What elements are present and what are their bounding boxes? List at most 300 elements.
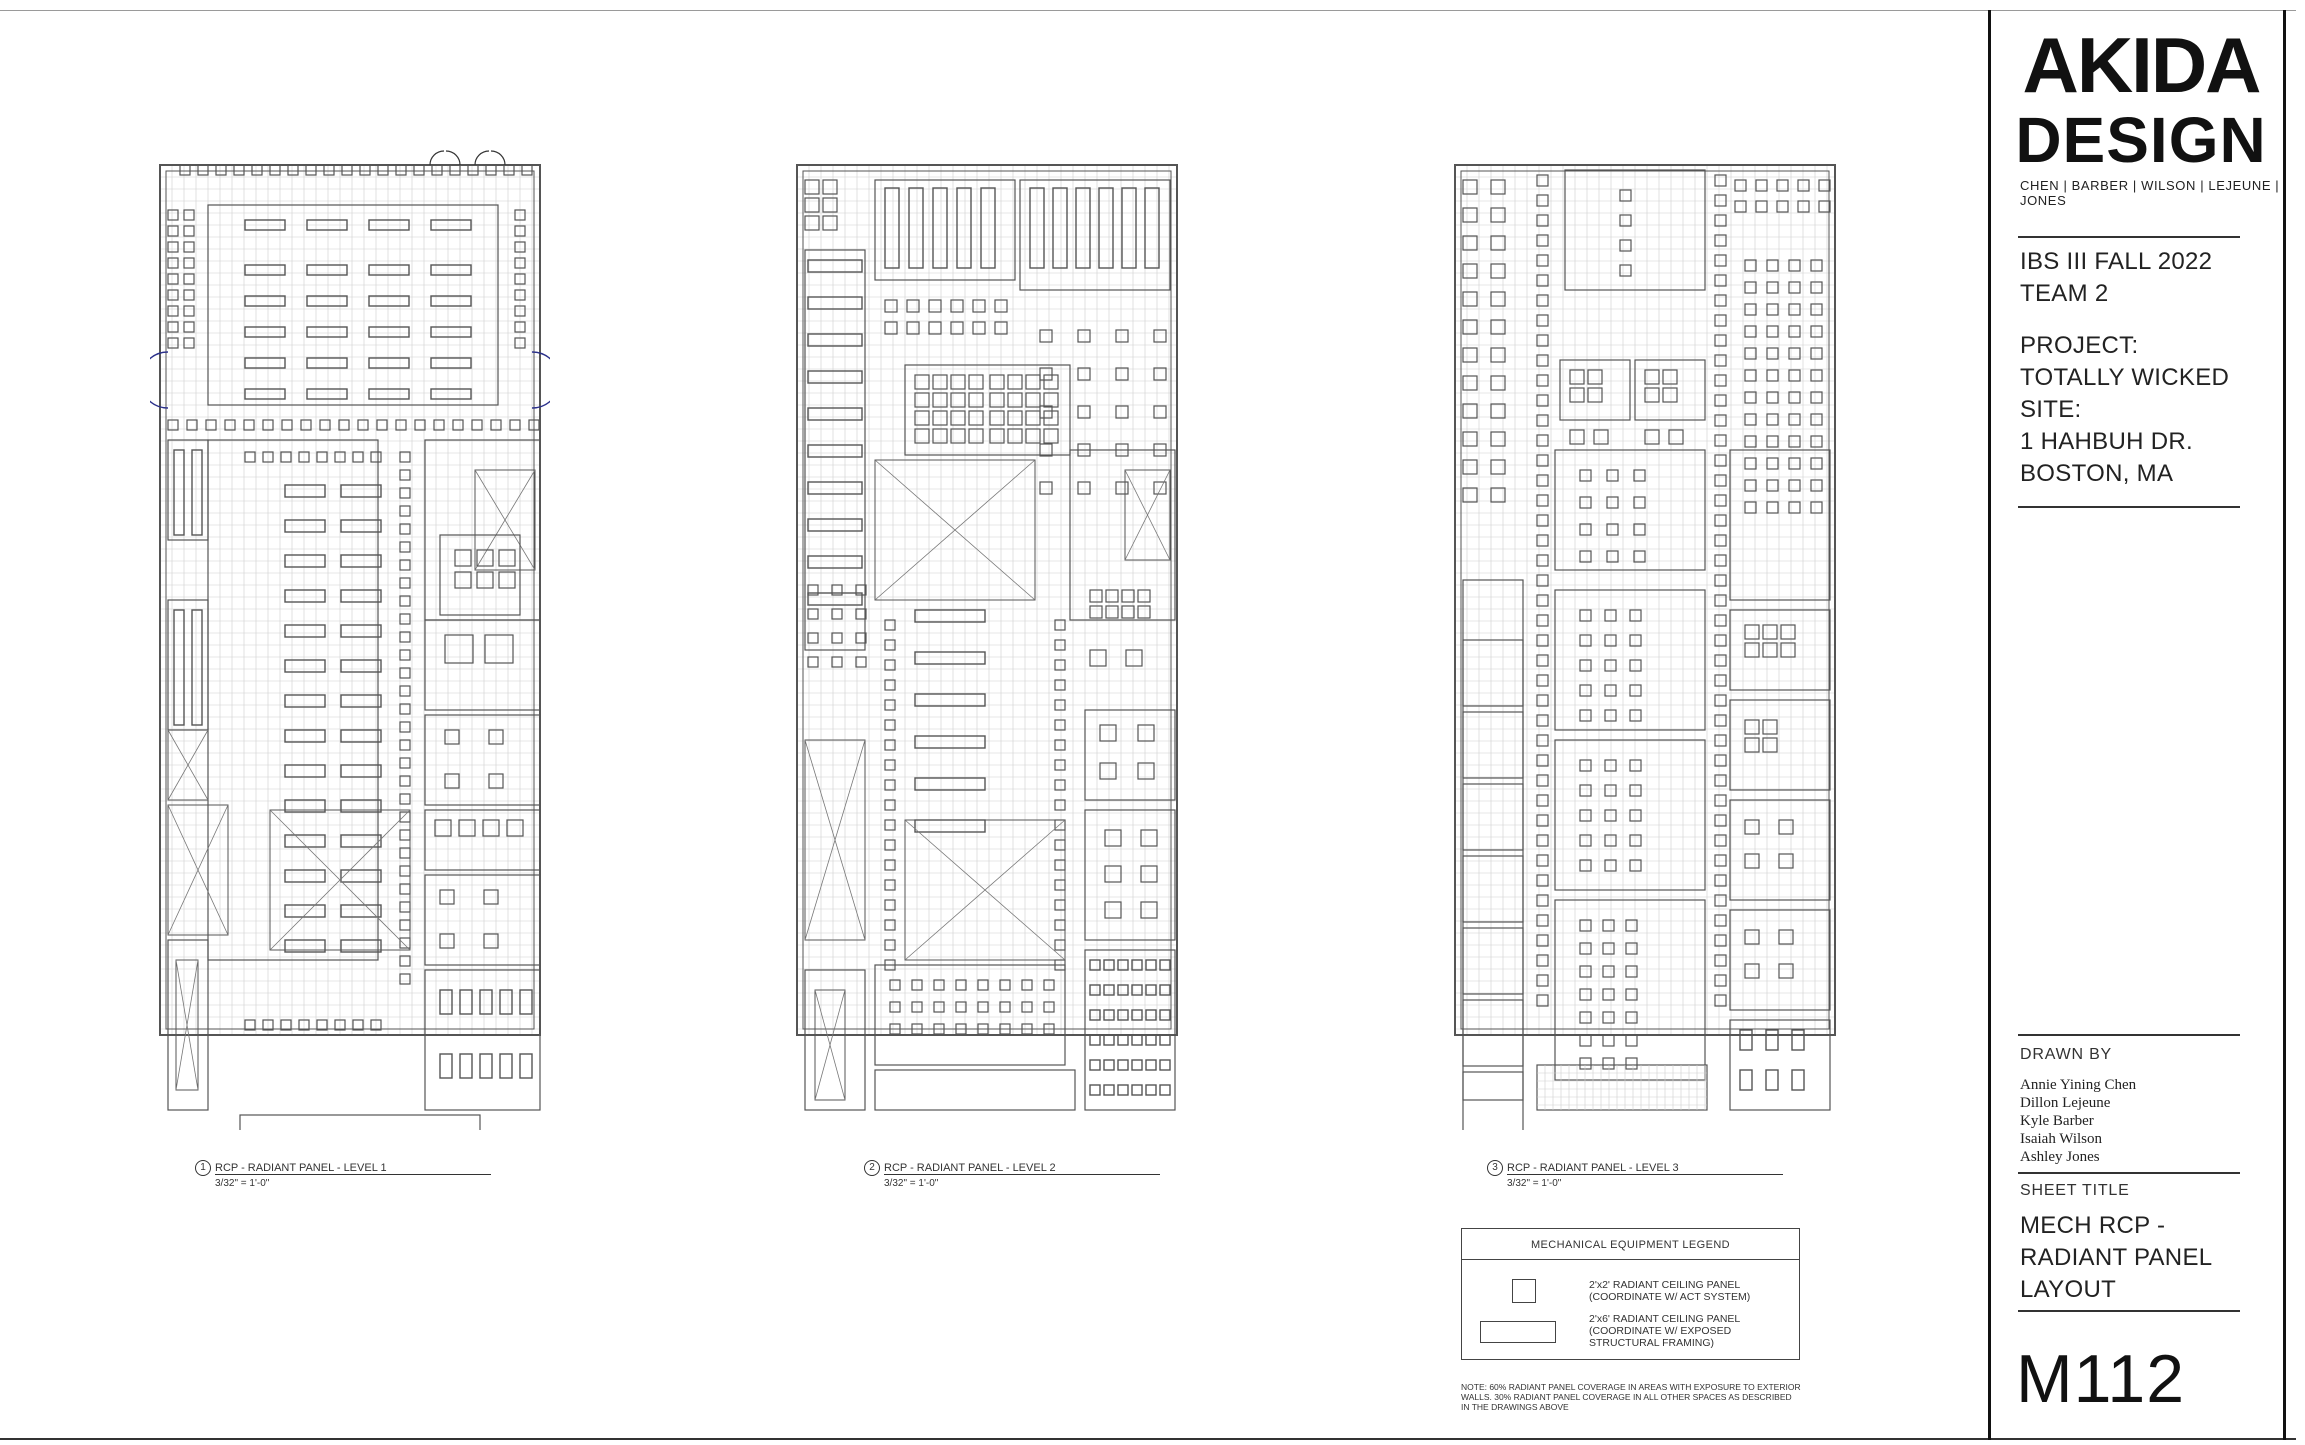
radiant-panel-2x6 (285, 485, 325, 497)
radiant-panel-2x2 (1626, 920, 1637, 931)
room-outline (1463, 580, 1523, 1100)
radiant-panel-2x2 (1078, 482, 1090, 494)
radiant-panel-2x2 (1580, 524, 1591, 535)
radiant-panel-2x2 (1580, 966, 1591, 977)
radiant-panel-2x2 (1745, 436, 1756, 447)
radiant-panel-2x2 (1537, 915, 1548, 926)
radiant-panel-2x2 (1715, 315, 1726, 326)
radiant-panel-2x2 (856, 657, 866, 667)
radiant-panel-2x2 (1537, 455, 1548, 466)
radiant-panel-2x2 (1767, 304, 1778, 315)
radiant-panel-2x2 (1715, 195, 1726, 206)
radiant-panel-2x6 (431, 265, 471, 275)
radiant-panel-2x2 (168, 306, 178, 316)
radiant-panel-2x6 (1792, 1070, 1804, 1090)
radiant-panel-2x6 (1766, 1070, 1778, 1090)
radiant-panel-2x6 (885, 188, 899, 268)
radiant-panel-2x2 (885, 920, 895, 930)
radiant-panel-2x2 (1630, 685, 1641, 696)
radiant-panel-2x2 (445, 635, 473, 663)
radiant-panel-2x2 (1537, 675, 1548, 686)
radiant-panel-2x6 (808, 334, 862, 346)
radiant-panel-2x2 (1537, 335, 1548, 346)
radiant-panel-2x2 (288, 165, 298, 175)
room-outline (425, 715, 540, 805)
radiant-panel-2x2 (1715, 375, 1726, 386)
radiant-panel-2x6 (285, 590, 325, 602)
room-outline (168, 940, 208, 1110)
radiant-panel-2x6 (369, 358, 409, 368)
radiant-panel-2x2 (432, 165, 442, 175)
radiant-panel-2x2 (885, 680, 895, 690)
room-outline (1085, 950, 1175, 1110)
radiant-panel-2x2 (1463, 348, 1477, 362)
radiant-panel-2x2 (1767, 348, 1778, 359)
radiant-panel-2x2 (1789, 282, 1800, 293)
radiant-panel-2x2 (885, 740, 895, 750)
radiant-panel-2x2 (832, 633, 842, 643)
radiant-panel-2x2 (1767, 480, 1778, 491)
room-outline (208, 205, 498, 405)
radiant-panel-2x6 (431, 358, 471, 368)
radiant-panel-2x2 (1537, 775, 1548, 786)
radiant-panel-2x6-symbol (1480, 1321, 1556, 1343)
radiant-panel-2x2 (1630, 710, 1641, 721)
radiant-panel-2x2 (1138, 606, 1150, 618)
room-outline (1020, 180, 1170, 290)
radiant-panel-2x2 (1463, 376, 1477, 390)
radiant-panel-2x2 (1715, 175, 1726, 186)
radiant-panel-2x2 (1789, 392, 1800, 403)
room-outline (425, 970, 540, 1110)
radiant-panel-2x2 (477, 550, 493, 566)
radiant-panel-2x6 (1740, 1070, 1752, 1090)
room-outline (905, 365, 1070, 455)
radiant-panel-2x2 (1603, 966, 1614, 977)
radiant-panel-2x6 (174, 450, 184, 535)
radiant-panel-2x2 (1763, 625, 1777, 639)
sheet-title-label: SHEET TITLE (2020, 1182, 2130, 1199)
radiant-panel-2x2 (400, 686, 410, 696)
radiant-panel-2x2 (1537, 435, 1548, 446)
radiant-panel-2x2 (1605, 860, 1616, 871)
radiant-panel-2x6 (1076, 188, 1090, 268)
radiant-panel-2x2 (1537, 515, 1548, 526)
radiant-panel-2x2 (805, 216, 819, 230)
radiant-panel-2x6 (1090, 1035, 1100, 1045)
radiant-panel-2x2 (400, 776, 410, 786)
radiant-panel-2x2 (184, 242, 194, 252)
drawing-caption-3 (1487, 1160, 1679, 1189)
radiant-panel-2x6 (341, 625, 381, 637)
radiant-panel-2x2 (1537, 275, 1548, 286)
radiant-panel-2x2 (1715, 855, 1726, 866)
radiant-panel-2x6 (285, 660, 325, 672)
radiant-panel-2x6 (915, 694, 985, 706)
sheet-title-line2: RADIANT PANEL (2020, 1244, 2213, 1271)
drawn-by-label: DRAWN BY (2020, 1046, 2113, 1063)
drawing-scale: 3/32" = 1'-0" (1507, 1178, 1562, 1189)
radiant-panel-2x2 (1537, 735, 1548, 746)
radiant-panel-2x6 (1146, 1060, 1156, 1070)
title-block-rule (2018, 1310, 2240, 1312)
radiant-panel-2x2 (472, 420, 482, 430)
radiant-panel-2x2 (445, 774, 459, 788)
radiant-panel-2x2 (1811, 458, 1822, 469)
radiant-panel-2x6 (369, 265, 409, 275)
radiant-panel-2x2 (1580, 785, 1591, 796)
radiant-panel-2x2 (522, 165, 532, 175)
radiant-panel-2x2 (1055, 720, 1065, 730)
room-outline (425, 440, 540, 620)
radiant-panel-2x2 (1580, 1012, 1591, 1023)
site-label: SITE: (2020, 396, 2082, 423)
radiant-panel-2x2 (1789, 260, 1800, 271)
radiant-panel-2x2 (1463, 488, 1477, 502)
radiant-panel-2x2 (990, 375, 1004, 389)
radiant-panel-2x6 (1118, 1060, 1128, 1070)
radiant-panel-2x6 (808, 482, 862, 494)
radiant-panel-2x2 (890, 980, 900, 990)
drawing-number: 2 (864, 1160, 880, 1176)
radiant-panel-2x2 (1537, 235, 1548, 246)
radiant-panel-2x2 (1055, 860, 1065, 870)
project-label: PROJECT: (2020, 332, 2139, 359)
room-outline (425, 620, 540, 710)
radiant-panel-2x2 (1463, 264, 1477, 278)
radiant-panel-2x2 (1154, 330, 1166, 342)
radiant-panel-2x6 (808, 297, 862, 309)
radiant-panel-2x2 (1819, 180, 1830, 191)
radiant-panel-2x2 (400, 794, 410, 804)
radiant-panel-2x2 (400, 884, 410, 894)
radiant-panel-2x2 (1763, 738, 1777, 752)
title-block-rule (2018, 236, 2240, 238)
radiant-panel-2x2 (1537, 355, 1548, 366)
room-outline (1463, 856, 1523, 922)
radiant-panel-2x6 (1090, 1085, 1100, 1095)
radiant-panel-2x2 (1537, 975, 1548, 986)
room-outline (875, 1070, 1075, 1110)
radiant-panel-2x2 (1607, 497, 1618, 508)
radiant-panel-2x2 (1745, 625, 1759, 639)
radiant-panel-2x6 (341, 520, 381, 532)
radiant-panel-2x2 (1811, 260, 1822, 271)
radiant-panel-2x2 (1580, 635, 1591, 646)
radiant-panel-2x2 (377, 420, 387, 430)
radiant-panel-2x2 (1798, 201, 1809, 212)
radiant-panel-2x2 (969, 411, 983, 425)
radiant-panel-2x2 (168, 210, 178, 220)
room-outline (1463, 1072, 1523, 1130)
firm-members: CHEN | BARBER | WILSON | LEJEUNE | JONES (2020, 178, 2280, 208)
drawn-by-list (2020, 1076, 2136, 1166)
radiant-panel-2x2 (1116, 406, 1128, 418)
radiant-panel-2x6 (808, 445, 862, 457)
radiant-panel-2x6 (341, 765, 381, 777)
radiant-panel-2x6 (480, 1054, 492, 1078)
radiant-panel-2x2 (1605, 635, 1616, 646)
radiant-panel-2x2 (956, 1002, 966, 1012)
radiant-panel-2x2 (1715, 895, 1726, 906)
room-outline (875, 180, 1015, 280)
radiant-panel-2x6 (1160, 985, 1170, 995)
radiant-panel-2x2 (1090, 606, 1102, 618)
radiant-panel-2x6 (480, 990, 492, 1014)
radiant-panel-2x6 (1160, 1060, 1170, 1070)
radiant-panel-2x6 (808, 408, 862, 420)
radiant-panel-2x2 (1715, 835, 1726, 846)
radiant-panel-2x2 (1767, 458, 1778, 469)
radiant-panel-2x6 (500, 990, 512, 1014)
radiant-panel-2x2 (1537, 715, 1548, 726)
radiant-panel-2x2 (1537, 935, 1548, 946)
radiant-panel-2x2 (1537, 175, 1548, 186)
radiant-panel-2x2 (360, 165, 370, 175)
radiant-panel-2x6 (369, 327, 409, 337)
radiant-panel-2x2 (1603, 1058, 1614, 1069)
radiant-panel-2x6 (307, 358, 347, 368)
radiant-panel-2x2 (1026, 411, 1040, 425)
radiant-panel-2x2 (400, 668, 410, 678)
radiant-panel-2x2 (1811, 414, 1822, 425)
radiant-panel-2x6 (341, 870, 381, 882)
radiant-panel-2x2 (400, 596, 410, 606)
radiant-panel-2x2 (1580, 610, 1591, 621)
radiant-panel-2x2 (184, 226, 194, 236)
radiant-panel-2x2 (1767, 392, 1778, 403)
radiant-panel-2x2 (225, 420, 235, 430)
radiant-panel-2x2 (1055, 840, 1065, 850)
radiant-panel-2x2 (1603, 1012, 1614, 1023)
radiant-panel-2x2 (1811, 304, 1822, 315)
radiant-panel-2x2 (1626, 1035, 1637, 1046)
title-block-rule (2018, 1172, 2240, 1174)
radiant-panel-2x2 (890, 1002, 900, 1012)
radiant-panel-2x2 (1580, 989, 1591, 1000)
radiant-panel-2x2 (1040, 482, 1052, 494)
radiant-panel-2x2 (400, 956, 410, 966)
radiant-panel-2x2 (1789, 348, 1800, 359)
radiant-panel-2x2 (1715, 215, 1726, 226)
drawing-title: RCP - RADIANT PANEL - LEVEL 2 (884, 1162, 1056, 1174)
radiant-panel-2x2 (1715, 355, 1726, 366)
radiant-panel-2x2 (184, 274, 194, 284)
radiant-panel-2x2 (1811, 502, 1822, 513)
radiant-panel-2x6 (369, 389, 409, 399)
radiant-panel-2x2 (1000, 1002, 1010, 1012)
radiant-panel-2x2 (282, 420, 292, 430)
plan-level-3 (1445, 140, 1845, 1130)
radiant-panel-2x2 (1745, 820, 1759, 834)
radiant-panel-2x6 (808, 556, 862, 568)
radiant-panel-2x2 (400, 524, 410, 534)
radiant-panel-2x2 (934, 1002, 944, 1012)
radiant-panel-2x2 (1663, 388, 1677, 402)
room-outline (1537, 1065, 1707, 1110)
radiant-panel-2x6 (1160, 1010, 1170, 1020)
radiant-panel-2x2 (808, 657, 818, 667)
radiant-panel-2x6 (440, 990, 452, 1014)
radiant-panel-2x2 (1781, 625, 1795, 639)
radiant-panel-2x6 (431, 296, 471, 306)
radiant-panel-2x2 (400, 452, 410, 462)
radiant-panel-2x2 (1463, 320, 1477, 334)
radiant-panel-2x2 (1116, 482, 1128, 494)
radiant-panel-2x6 (1132, 1060, 1142, 1070)
radiant-panel-2x2 (1756, 180, 1767, 191)
room-outline (240, 1115, 480, 1130)
radiant-panel-2x2 (1745, 458, 1756, 469)
radiant-panel-2x2 (1756, 201, 1767, 212)
radiant-panel-2x2 (1154, 482, 1166, 494)
radiant-panel-2x2 (1603, 943, 1614, 954)
radiant-panel-2x2 (415, 420, 425, 430)
radiant-panel-2x2 (885, 780, 895, 790)
radiant-panel-2x6 (1146, 1035, 1156, 1045)
radiant-panel-2x2 (184, 258, 194, 268)
radiant-panel-2x2 (378, 165, 388, 175)
radiant-panel-2x2 (1463, 432, 1477, 446)
radiant-panel-2x6 (341, 485, 381, 497)
radiant-panel-2x6 (1090, 1060, 1100, 1070)
radiant-panel-2x6 (1118, 985, 1128, 995)
radiant-panel-2x2 (320, 420, 330, 430)
room-outline (1463, 784, 1523, 850)
radiant-panel-2x2 (1055, 680, 1065, 690)
radiant-panel-2x6 (1740, 1030, 1752, 1050)
radiant-panel-2x2 (400, 920, 410, 930)
radiant-panel-2x2 (805, 198, 819, 212)
radiant-panel-2x2 (1537, 595, 1548, 606)
radiant-panel-2x2 (1026, 375, 1040, 389)
radiant-panel-2x2 (1078, 406, 1090, 418)
radiant-panel-2x2 (1789, 502, 1800, 513)
radiant-panel-2x2 (1580, 470, 1591, 481)
drawing-caption-1 (195, 1160, 387, 1189)
drawn-by-name: Isaiah Wilson (2020, 1131, 2103, 1147)
radiant-panel-2x2 (301, 420, 311, 430)
radiant-panel-2x2 (400, 506, 410, 516)
radiant-panel-2x2 (1537, 255, 1548, 266)
radiant-panel-2x2 (1105, 866, 1121, 882)
radiant-panel-2x6 (245, 296, 285, 306)
radiant-panel-2x2 (1537, 195, 1548, 206)
radiant-panel-2x2 (1767, 260, 1778, 271)
radiant-panel-2x2 (1745, 326, 1756, 337)
radiant-panel-2x6 (1132, 1085, 1142, 1095)
legend-note: NOTE: 60% RADIANT PANEL COVERAGE IN AREAS WITH EXPOSURE TO EXTERIOR WALLS. 30% RADIANT PANEL COVERAGE IN ALL OTHER SPACES AS DESCRIBED IN THE DRAWINGS ABOVE (1461, 1382, 1801, 1412)
radiant-panel-2x2 (1745, 480, 1756, 491)
radiant-panel-2x2 (1715, 735, 1726, 746)
radiant-panel-2x2 (1715, 295, 1726, 306)
radiant-panel-2x6 (1104, 1060, 1114, 1070)
radiant-panel-2x2 (1463, 208, 1477, 222)
radiant-panel-2x2 (400, 488, 410, 498)
radiant-panel-2x6 (1122, 188, 1136, 268)
radiant-panel-2x2 (1715, 875, 1726, 886)
radiant-panel-2x6 (1160, 1035, 1170, 1045)
radiant-panel-2x2 (1580, 710, 1591, 721)
radiant-panel-2x2 (1570, 370, 1584, 384)
radiant-panel-2x2 (1537, 995, 1548, 1006)
drawing-title: RCP - RADIANT PANEL - LEVEL 3 (1507, 1162, 1679, 1174)
radiant-panel-2x2 (1537, 475, 1548, 486)
radiant-panel-2x2 (1605, 785, 1616, 796)
radiant-panel-2x2 (1811, 348, 1822, 359)
radiant-panel-2x2 (1154, 406, 1166, 418)
radiant-panel-2x2 (1620, 190, 1631, 201)
room-outline (1555, 900, 1705, 1080)
radiant-panel-2x2 (1715, 435, 1726, 446)
radiant-panel-2x2 (1580, 943, 1591, 954)
radiant-panel-2x2 (1634, 497, 1645, 508)
radiant-panel-2x2 (400, 830, 410, 840)
radiant-panel-2x2 (244, 420, 254, 430)
radiant-panel-2x2 (1537, 955, 1548, 966)
radiant-panel-2x2 (1789, 326, 1800, 337)
radiant-panel-2x2 (1580, 497, 1591, 508)
radiant-panel-2x2 (1138, 763, 1154, 779)
radiant-panel-2x2 (1735, 180, 1746, 191)
drawing-scale: 3/32" = 1'-0" (215, 1178, 270, 1189)
radiant-panel-2x6 (245, 389, 285, 399)
radiant-panel-2x2 (1537, 815, 1548, 826)
radiant-panel-2x2 (1789, 370, 1800, 381)
exterior-wall-inner (166, 171, 534, 1029)
radiant-panel-2x2 (414, 165, 424, 175)
drawing-number: 1 (195, 1160, 211, 1176)
radiant-panel-2x2 (1715, 615, 1726, 626)
radiant-panel-2x2 (1626, 966, 1637, 977)
radiant-panel-2x2 (1580, 860, 1591, 871)
legend-item-2x6: 2'x6' RADIANT CEILING PANEL (COORDINATE W/ EXPOSED STRUCTURAL FRAMING) (1589, 1313, 1741, 1349)
radiant-panel-2x2 (1715, 575, 1726, 586)
radiant-panel-2x2 (1745, 282, 1756, 293)
radiant-panel-2x2 (1745, 348, 1756, 359)
radiant-panel-2x2 (885, 720, 895, 730)
radiant-panel-2x2 (1634, 524, 1645, 535)
radiant-panel-2x2 (1715, 555, 1726, 566)
mechanical-legend (1461, 1228, 1800, 1360)
radiant-panel-2x2 (1603, 1035, 1614, 1046)
radiant-panel-2x2 (1715, 815, 1726, 826)
radiant-panel-2x2 (885, 860, 895, 870)
radiant-panel-2x6 (1132, 1010, 1142, 1020)
radiant-panel-2x2 (499, 572, 515, 588)
radiant-panel-2x2 (1537, 575, 1548, 586)
radiant-panel-2x2 (1078, 330, 1090, 342)
radiant-panel-2x6 (285, 520, 325, 532)
radiant-panel-2x2 (885, 660, 895, 670)
room-outline (1085, 810, 1175, 940)
radiant-panel-2x2 (435, 820, 451, 836)
radiant-panel-2x2 (168, 274, 178, 284)
radiant-panel-2x2 (1463, 236, 1477, 250)
radiant-panel-2x6 (307, 327, 347, 337)
radiant-panel-2x2 (400, 902, 410, 912)
radiant-panel-2x6 (1090, 1010, 1100, 1020)
radiant-panel-2x6 (981, 188, 995, 268)
radiant-panel-2x2 (453, 420, 463, 430)
radiant-panel-2x2 (234, 165, 244, 175)
radiant-panel-2x2 (1090, 590, 1102, 602)
radiant-panel-2x6 (174, 610, 184, 725)
radiant-panel-2x2 (1634, 551, 1645, 562)
drawn-by-name: Kyle Barber (2020, 1113, 2094, 1129)
radiant-panel-2x2 (1055, 920, 1065, 930)
radiant-panel-2x2 (1580, 760, 1591, 771)
